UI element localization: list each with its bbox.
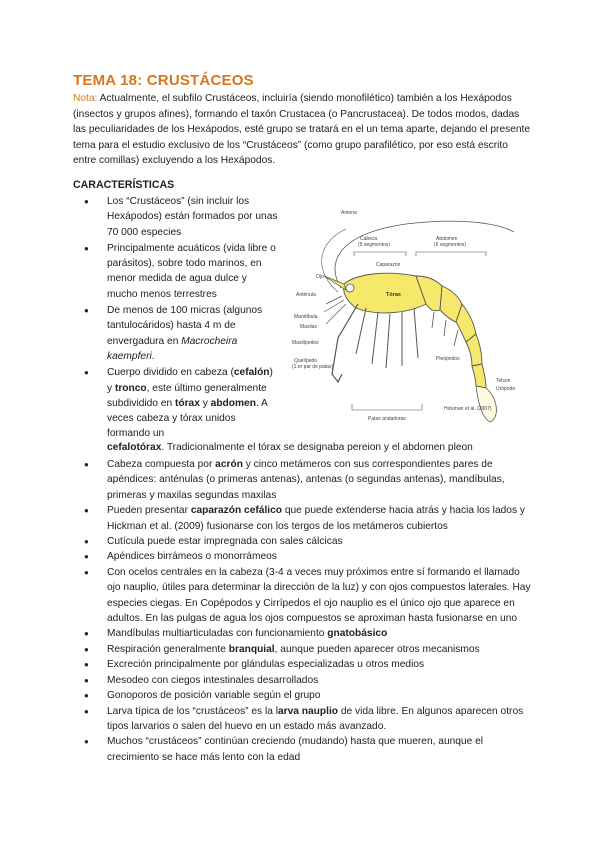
list-item: ● Mesodeo con ciegos intestinales desarrollados: [84, 673, 534, 688]
label-telson: Telson: [496, 378, 511, 384]
uropod-shape: [476, 386, 496, 422]
list-item: ● Cabeza compuesta por acrón y cinco metámeros con sus correspondientes pares de apéndices: anténulas (o primeras antenas), antenas (o segundas antenas), mandíbulas, primeras y maxilas segundas maxilas: [84, 457, 534, 503]
list-item: ● De menos de 100 micras (algunos tantulocáridos) hasta 4 m de envergadura en Macrocheira kaempferi.: [84, 303, 280, 364]
bullet-list-wide: [84, 457, 534, 765]
list-item: ● Respiración generalmente branquial, aunque pueden aparecer otros mecanismos: [84, 642, 534, 657]
label-quelipedo-sub: (1.er par de patas): [292, 364, 334, 370]
label-antenula: Anténula: [296, 292, 316, 298]
list-item: ● Mandíbulas multiarticuladas con funcionamiento gnatobásico: [84, 626, 534, 641]
list-item: ● Pueden presentar caparazón cefálico que puede extenderse hacia atrás y hacia los lados y Hickman et al. (2009) fusionarse con los tergos de los metámeros cubiertos: [84, 503, 534, 534]
label-maxilas: Maxilas: [300, 324, 317, 330]
note-text: Actualmente, el subfilo Crustáceos, incluiría (siendo monofilético) también a los Hexápodos (insectos y grupos afines), formando el taxón Crustacea (o Pancrustacea). De todos modos, dadas las peculiaridades de los Hexápodos, esté grupo se tratará en el un tema aparte, dejando el presente tema para el estudio exclusivo de los “Crustáceos” (como grupo parafilético, por eso está escrito entre comillas) excluyendo a los Hexápodos.: [73, 93, 531, 167]
rostrum-shape: [324, 276, 346, 290]
shrimp-anatomy-figure: [286, 204, 516, 432]
walking-legs: [356, 308, 418, 368]
cheliped: [332, 304, 358, 382]
label-torax: Tórax: [386, 292, 401, 298]
abdomen-seg-5: [472, 364, 486, 388]
list-item: ● Con ocelos centrales en la cabeza (3-4 a veces muy próximos entre sí formando el llamado ojo nauplio, útiles para determinar la dirección de la luz) y con ojos compuestos laterales. Hay especies ciegas. En Copépodos y Cirrípedos el ojo nauplio es el único ojo que aparece en adultos. En las pulgas de agua los ojos compuestos se aproximan hasta fusionarse en uno: [84, 565, 534, 627]
mouthparts: [324, 296, 346, 324]
label-cabeza-sub: (5 segmentos): [358, 242, 390, 248]
list-item: ● Muchos “crustáceos” continúan creciendo (mudando) hasta que mueren, aunque el crecimiento se hace más lento con la edad: [84, 734, 534, 765]
list-item: ● Apéndices birrámeos o monorrámeos: [84, 549, 534, 564]
section-heading: CARACTERÍSTICAS: [73, 179, 175, 191]
eye-shape: [346, 284, 354, 292]
abdomen-bracket: [416, 252, 486, 256]
legs-bracket: [352, 404, 422, 410]
list-item: ● Gonoporos de posición variable según el grupo: [84, 688, 534, 703]
label-abdomen: Abdomen: [436, 236, 458, 242]
label-mandibula: Mandíbula: [294, 314, 318, 320]
note-paragraph: [73, 91, 533, 169]
cefalotorax-line: cefalotórax. Tradicionalmente el tórax se designaba pereion y el abdomen pleon: [107, 442, 473, 453]
label-ojo: Ojo: [316, 274, 324, 280]
list-item: ● Los “Crustáceos” (sin incluir los Hexápodos) están formados por unas 70 000 especies: [84, 194, 280, 240]
label-abdomen-sub: (6 segmentos): [434, 242, 466, 248]
label-pleopodos: Pleópodos: [436, 356, 460, 362]
figure-credit: Hickman et al. (2007): [444, 406, 492, 412]
label-caparazon: Caparazón: [376, 262, 401, 268]
list-item: ● Excreción principalmente por glándulas especializadas u otros medios: [84, 657, 534, 672]
bullet-list-narrow: [84, 194, 280, 443]
list-item: ● Cutícula puede estar impregnada con sales cálcicas: [84, 534, 534, 549]
label-quelipedo: Quelípedo: [294, 358, 318, 364]
label-antena: Antena: [341, 210, 357, 216]
shrimp-diagram-svg: [286, 204, 516, 432]
label-cabeza: Cabeza: [360, 236, 378, 242]
label-patas: Patas andadoras: [368, 416, 406, 422]
label-uropodo: Urópodo: [496, 386, 516, 392]
list-item: ● Principalmente acuáticos (vida libre o parásitos), sobre todo marinos, en menor medida de agua dulce y mucho menos terrestres: [84, 241, 280, 302]
list-item: ● Larva típica de los “crustáceos” es la larva nauplio de vida libre. En algunos aparecen otros tipos larvarios o salen del huevo en un estado más avanzado.: [84, 704, 534, 735]
page-title: TEMA 18: CRUSTÁCEOS: [73, 72, 254, 89]
head-bracket: [354, 252, 406, 256]
list-item: ● Cuerpo dividido en cabeza (cefalón) y tronco, este último generalmente subdividido en tórax y abdomen. A veces cabeza y tórax unidos formando un: [84, 365, 280, 441]
note-label: Nota:: [73, 93, 98, 104]
label-maxilipedos: Maxilípedos: [292, 340, 319, 346]
